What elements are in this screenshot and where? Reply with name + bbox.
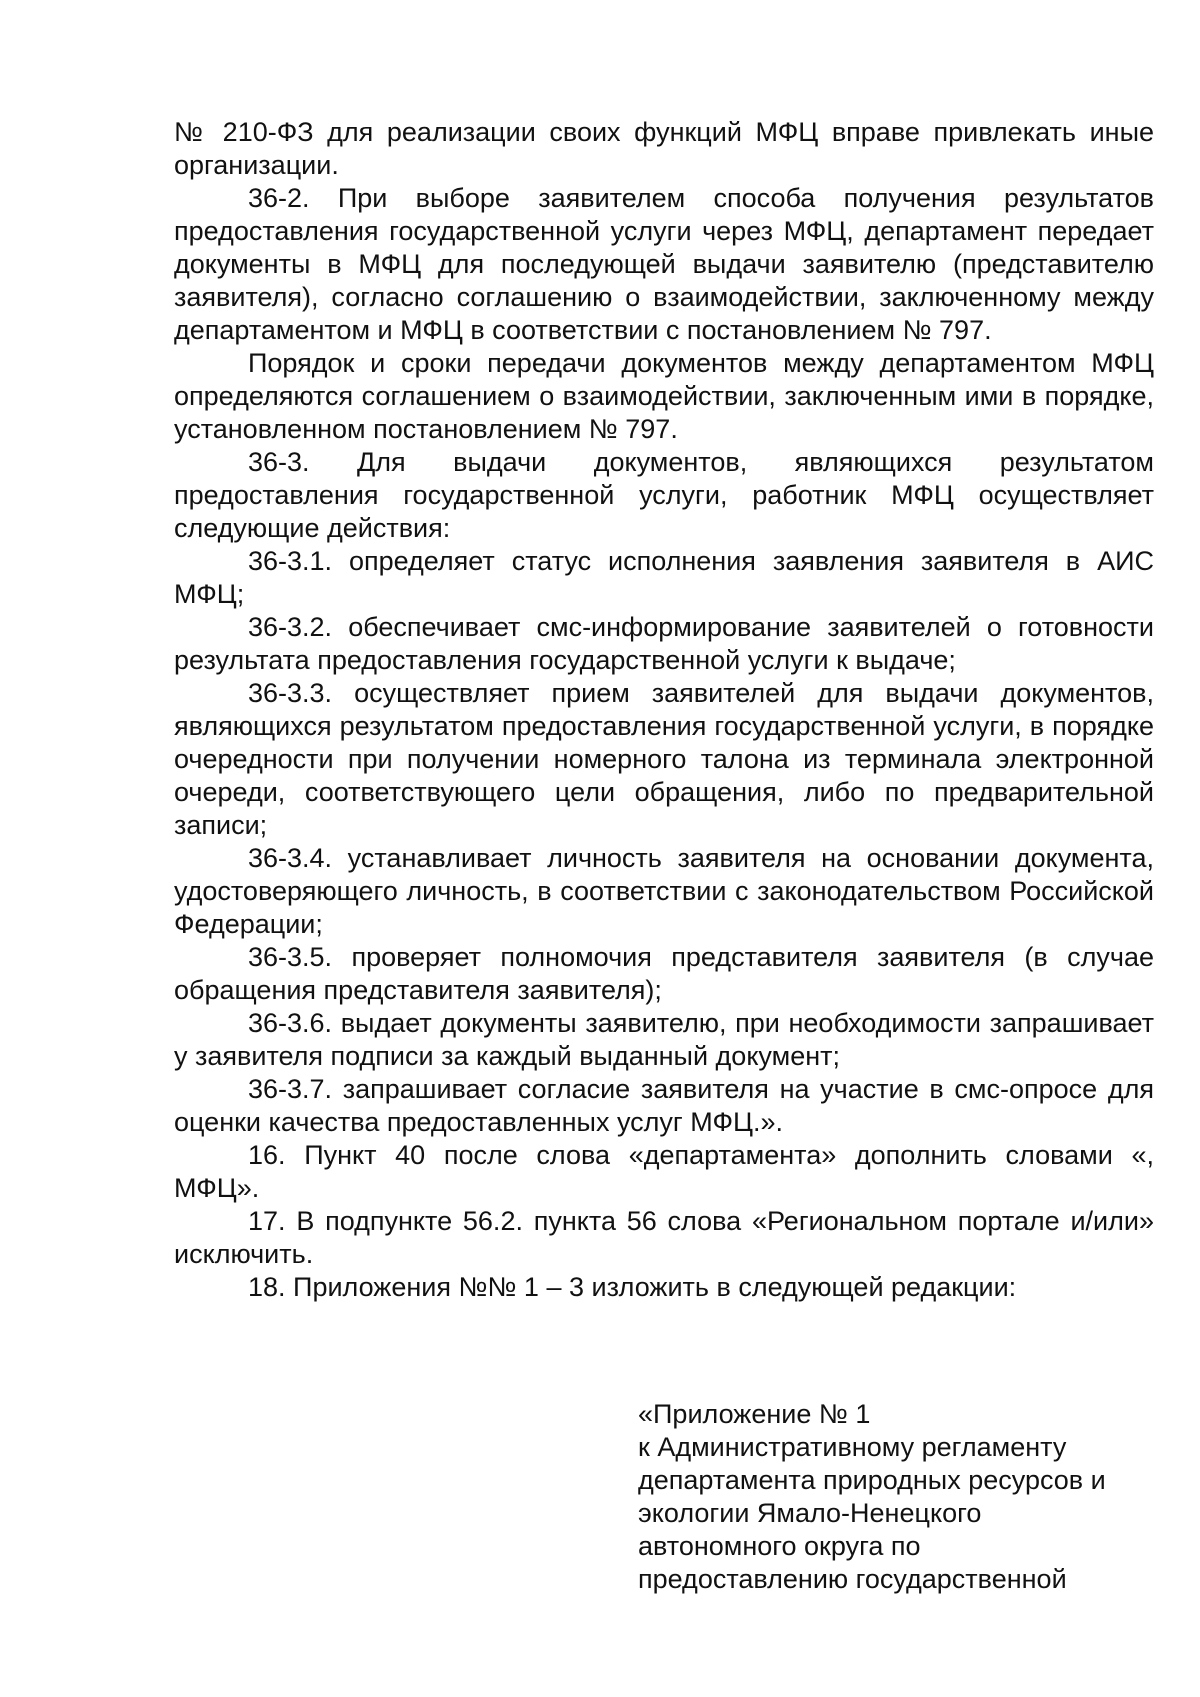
paragraph-continuation: № 210-ФЗ для реализации своих функций МФЦ вправе привлекать иные организации. [174, 117, 1154, 180]
appendix-line: департамента природных ресурсов и [638, 1465, 1106, 1495]
paragraph-36-3: 36-3. Для выдачи документов, являющихся результатом предоставления государственной услуги, работник МФЦ осуществляет следующие действия: [174, 447, 1154, 543]
paragraph-36-3-3: 36-3.3. осуществляет прием заявителей для выдачи документов, являющихся результатом предоставления государственной услуги, в порядке очередности при получении номерного талона из терминала электронной очереди, соответствующего цели обращения, либо по предварительной записи; [174, 678, 1154, 840]
paragraph-36-3-7: 36-3.7. запрашивает согласие заявителя на участие в смс-опросе для оценки качества предоставленных услуг МФЦ.». [174, 1074, 1154, 1137]
appendix-line: предоставлению государственной [638, 1564, 1067, 1594]
paragraph-18: 18. Приложения №№ 1 – 3 изложить в следующей редакции: [248, 1272, 1017, 1302]
paragraph-36-3-4: 36-3.4. устанавливает личность заявителя на основании документа, удостоверяющего личность, в соответствии с законодательством Российской Федерации; [174, 843, 1154, 939]
paragraph-36-3-5: 36-3.5. проверяет полномочия представителя заявителя (в случае обращения представителя заявителя); [174, 942, 1154, 1005]
paragraph-36-2: 36-2. При выборе заявителем способа получения результатов предоставления государственной услуги через МФЦ, департамент передает документы в МФЦ для последующей выдачи заявителю (представителю заявителя), согласно соглашению о взаимодействии, заключенному между департаментом и МФЦ в соответствии с постановлением № 797. [174, 183, 1154, 345]
appendix-header [638, 1398, 1158, 1596]
paragraph-36-3-6: 36-3.6. выдает документы заявителю, при необходимости запрашивает у заявителя подписи за каждый выданный документ; [174, 1008, 1154, 1071]
document-body [174, 116, 1154, 1304]
appendix-line: автономного округа по [638, 1531, 921, 1561]
paragraph-36-3-2: 36-3.2. обеспечивает смс-информирование заявителей о готовности результата предоставления государственной услуги к выдаче; [174, 612, 1154, 675]
paragraph-36-3-1: 36-3.1. определяет статус исполнения заявления заявителя в АИС МФЦ; [174, 546, 1154, 609]
appendix-line: экологии Ямало-Ненецкого [638, 1498, 982, 1528]
paragraph-16: 16. Пункт 40 после слова «департамента» дополнить словами «, МФЦ». [174, 1140, 1154, 1203]
paragraph-transfer-procedure: Порядок и сроки передачи документов между департаментом МФЦ определяются соглашением о взаимодействии, заключенным ими в порядке, установленном постановлением № 797. [174, 348, 1154, 444]
appendix-line: «Приложение № 1 [638, 1399, 871, 1429]
appendix-line: к Административному регламенту [638, 1432, 1067, 1462]
paragraph-17: 17. В подпункте 56.2. пункта 56 слова «Региональном портале и/или» исключить. [174, 1206, 1154, 1269]
